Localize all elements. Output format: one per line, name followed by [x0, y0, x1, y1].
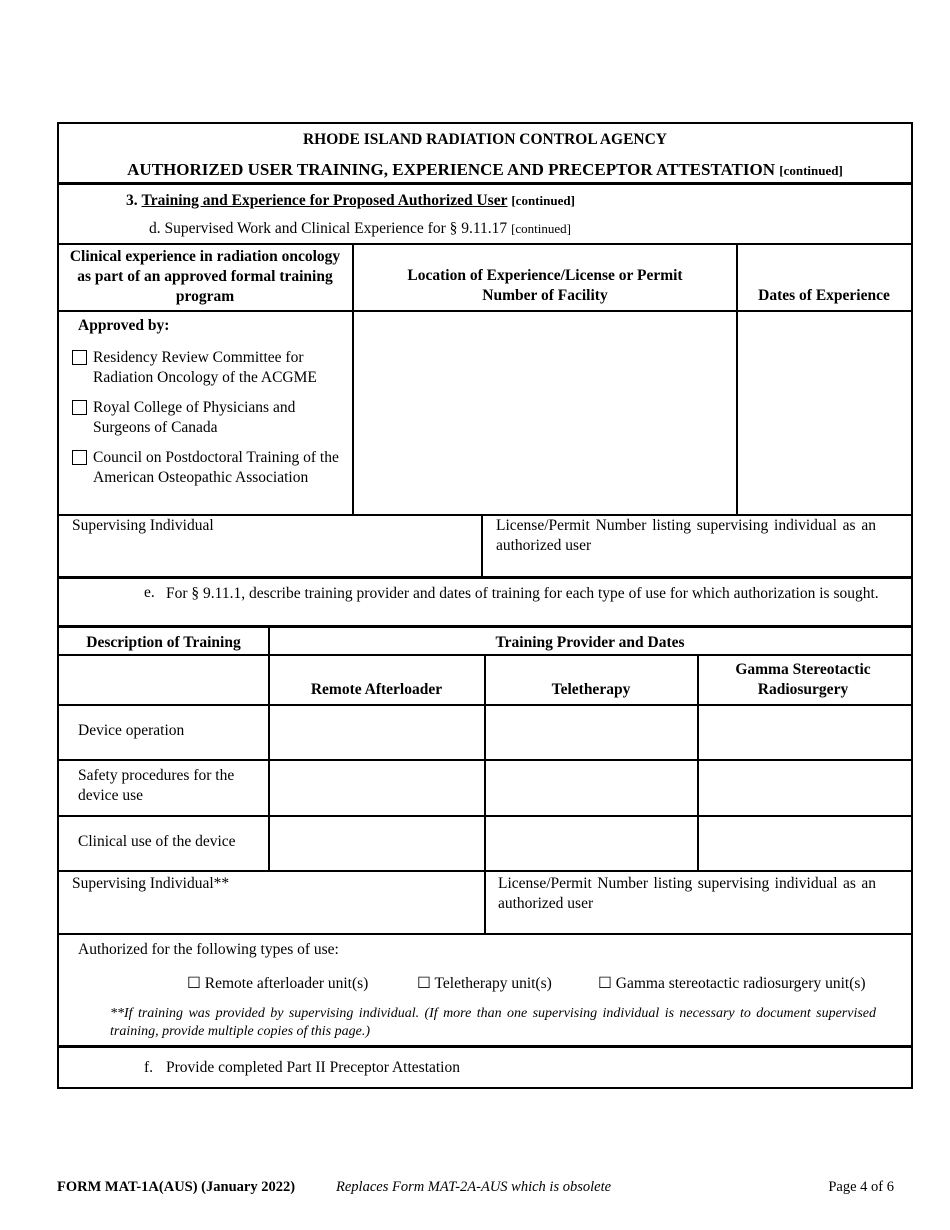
training-provider-header: Training Provider and Dates: [495, 634, 685, 651]
clinical-use-gamma-field[interactable]: [699, 817, 910, 870]
use-option-label: Gamma stereotactic radiosurgery unit(s): [615, 975, 866, 992]
page-number: Page 4 of 6: [828, 1179, 894, 1195]
item-e-label: e.: [144, 584, 155, 601]
item-d-suffix: [continued]: [511, 221, 571, 236]
clinical-col3-header: Dates of Experience: [758, 287, 890, 304]
safety-remote-field[interactable]: [270, 761, 483, 814]
device-operation-teletherapy-field[interactable]: [486, 706, 696, 758]
supervising-individual-field[interactable]: [62, 540, 479, 574]
divider: [57, 625, 913, 628]
acgme-option-label: Residency Review Committee for Radiation Oncology of the ACGME: [93, 349, 317, 386]
clinical-use-teletherapy-field[interactable]: [486, 817, 696, 870]
divider: [57, 870, 913, 872]
supervision-note: **If training was provided by supervising individual. (If more than one supervising individual is necessary to document supervised training, provide multiple copies of this page.): [110, 1006, 876, 1039]
use-option-label: Remote afterloader unit(s): [204, 975, 369, 992]
checkbox-icon[interactable]: ☐: [598, 975, 612, 992]
gamma-use-option[interactable]: [598, 974, 866, 993]
replaces-note: Replaces Form MAT-2A-AUS which is obsolete: [336, 1179, 612, 1195]
location-experience-field[interactable]: [354, 312, 735, 514]
acgme-checkbox[interactable]: [72, 350, 87, 365]
osteopathic-option-label: Council on Postdoctoral Training of the American Osteopathic Association: [93, 449, 339, 486]
supervising-individual-2-label: Supervising Individual**: [72, 875, 230, 892]
license-permit-2-label: License/Permit Number listing supervising individual as an authorized user: [498, 875, 876, 912]
royal-college-option-label: Royal College of Physicians and Surgeons of Canada: [93, 399, 296, 436]
section-3-suffix: [continued]: [511, 193, 575, 208]
clinical-col1-header: Clinical experience in radiation oncology as part of an approved formal training program: [69, 248, 341, 305]
item-f-label: f.: [144, 1059, 154, 1076]
supervising-individual-2-field[interactable]: [62, 897, 480, 931]
device-operation-gamma-field[interactable]: [699, 706, 910, 758]
divider: [57, 1045, 913, 1048]
checkbox-icon[interactable]: ☐: [417, 975, 431, 992]
form-title-text: AUTHORIZED USER TRAINING, EXPERIENCE AND PRECEPTOR ATTESTATION: [127, 160, 776, 179]
checkbox-icon[interactable]: ☐: [187, 975, 201, 992]
dates-experience-field[interactable]: [738, 312, 910, 514]
supervising-individual-label: Supervising Individual: [72, 517, 214, 534]
safety-teletherapy-field[interactable]: [486, 761, 696, 814]
divider: [57, 182, 913, 185]
authorized-uses-intro: Authorized for the following types of use:: [78, 941, 339, 958]
royal-college-checkbox[interactable]: [72, 400, 87, 415]
form-id: FORM MAT-1A(AUS) (January 2022): [57, 1179, 296, 1195]
form-title-suffix: [continued]: [779, 163, 843, 178]
item-d: [149, 220, 571, 238]
item-d-text: d. Supervised Work and Clinical Experience for § 9.11.17: [149, 220, 508, 237]
agency-name: RHODE ISLAND RADIATION CONTROL AGENCY: [302, 131, 667, 148]
teletherapy-header: Teletherapy: [551, 681, 631, 698]
section-3-number: 3.: [126, 192, 138, 209]
training-row-label: Safety procedures for the device use: [78, 767, 235, 804]
clinical-col2-header: Location of Experience/License or Permit Number of Facility: [407, 267, 683, 304]
clinical-use-remote-field[interactable]: [270, 817, 483, 870]
item-e-text: For § 9.11.1, describe training provider and dates of training for each type of use for which authorization is sought.: [166, 585, 879, 602]
section-3-title: Training and Experience for Proposed Authorized User: [141, 192, 508, 209]
teletherapy-use-option[interactable]: [417, 974, 552, 993]
divider: [57, 576, 913, 579]
safety-gamma-field[interactable]: [699, 761, 910, 814]
approved-by-label: Approved by:: [78, 317, 170, 334]
training-row-label: Clinical use of the device: [78, 833, 236, 850]
gamma-stereotactic-header: Gamma Stereotactic Radiosurgery: [735, 661, 871, 698]
description-training-header: Description of Training: [86, 634, 241, 651]
item-f-text: Provide completed Part II Preceptor Attestation: [166, 1059, 460, 1076]
divider: [57, 933, 913, 935]
training-row-label: Device operation: [78, 722, 185, 739]
remote-afterloader-header: Remote Afterloader: [310, 681, 443, 698]
column-divider: [481, 514, 483, 576]
form-title: [60, 160, 910, 180]
use-option-label: Teletherapy unit(s): [434, 975, 552, 992]
divider: [57, 243, 913, 245]
device-operation-remote-field[interactable]: [270, 706, 483, 758]
license-permit-label: License/Permit Number listing supervising individual as an authorized user: [496, 517, 876, 554]
remote-afterloader-use-option[interactable]: [187, 974, 368, 993]
osteopathic-checkbox[interactable]: [72, 450, 87, 465]
section-3-heading: [126, 192, 575, 210]
